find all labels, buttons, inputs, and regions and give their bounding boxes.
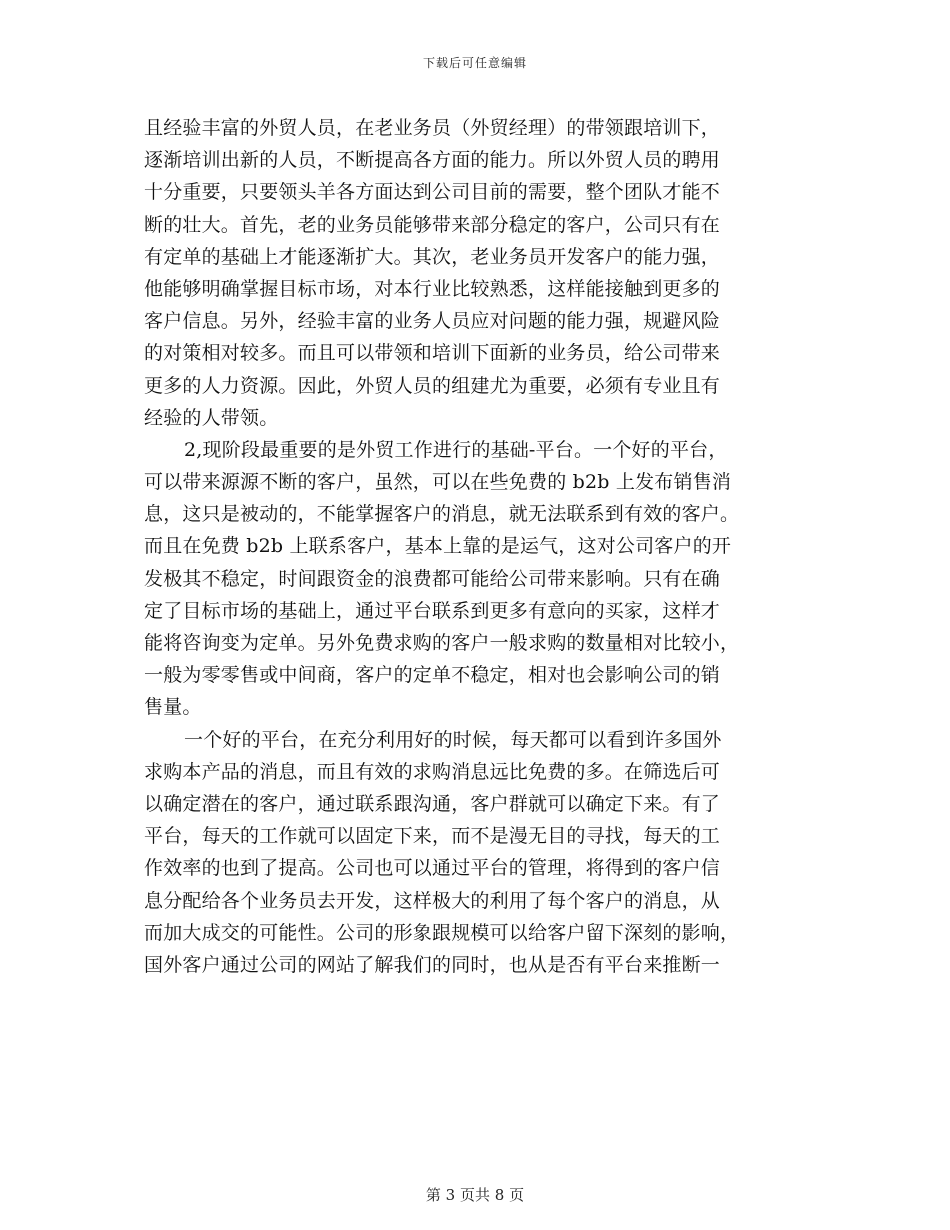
text-line: 且经验丰富的外贸人员，在老业务员（外贸经理）的带领跟培训下， — [144, 117, 721, 139]
text-line: 息分配给各个业务员去开发，这样极大的利用了每个客户的消息，从 — [144, 889, 721, 912]
text-line: 作效率的也到了提高。公司也可以通过平台的管理，将得到的客户信 — [144, 857, 721, 880]
text-line: 他能够明确掌握目标市场，对本行业比较熟悉，这样能接触到更多的 — [144, 277, 721, 300]
text-line: 逐渐培训出新的人员，不断提高各方面的能力。所以外贸人员的聘用 — [144, 149, 721, 172]
text-line: 平台，每天的工作就可以固定下来，而不是漫无目的寻找，每天的工 — [144, 825, 721, 848]
text-line: 更多的人力资源。因此，外贸人员的组建尤为重要，必须有专业且有 — [144, 374, 721, 397]
text-line: 十分重要，只要领头羊各方面达到公司目前的需要，整个团队才能不 — [144, 181, 721, 204]
text-line: 可以带来源源不断的客户，虽然，可以在些免费的 b2b 上发布销售消 — [144, 471, 732, 494]
text-line: 求购本产品的消息，而且有效的求购消息远比免费的多。在筛选后可 — [144, 760, 721, 783]
text-line: 经验的人带领。 — [144, 406, 279, 429]
paragraph-start-line: 2,现阶段最重要的是外贸工作进行的基础-平台。一个好的平台， — [184, 438, 728, 461]
text-line: 息，这只是被动的，不能掌握客户的消息，就无法联系到有效的客户。 — [144, 503, 740, 526]
text-line: 而加大成交的可能性。公司的形象跟规模可以给客户留下深刻的影响， — [144, 921, 740, 944]
paragraph-start-line: 一个好的平台，在充分利用好的时候，每天都可以看到许多国外 — [184, 728, 722, 751]
page-header: 下载后可任意编辑 — [422, 56, 527, 70]
text-line: 发极其不稳定，时间跟资金的浪费都可能给公司带来影响。只有在确 — [144, 567, 721, 590]
page-footer: 第 3 页共 8 页 — [425, 1186, 525, 1204]
text-line: 以确定潜在的客户，通过联系跟沟通，客户群就可以确定下来。有了 — [144, 792, 721, 815]
text-line: 国外客户通过公司的网站了解我们的同时，也从是否有平台来推断一 — [144, 953, 721, 976]
text-line: 客户信息。另外，经验丰富的业务人员应对问题的能力强，规避风险 — [144, 310, 721, 333]
text-line: 有定单的基础上才能逐渐扩大。其次，老业务员开发客户的能力强， — [144, 245, 721, 268]
text-line: 一般为零零售或中间商，客户的定单不稳定，相对也会影响公司的销 — [144, 664, 721, 687]
text-line: 而且在免费 b2b 上联系客户，基本上靠的是运气，这对公司客户的开 — [144, 535, 732, 558]
text-line: 的对策相对较多。而且可以带领和培训下面新的业务员，给公司带来 — [144, 342, 721, 365]
text-line: 能将咨询变为定单。另外免费求购的客户一般求购的数量相对比较小， — [144, 632, 740, 654]
text-line: 定了目标市场的基础上，通过平台联系到更多有意向的买家，这样才 — [144, 599, 721, 622]
document-body — [144, 112, 808, 981]
text-line: 断的壮大。首先，老的业务员能够带来部分稳定的客户，公司只有在 — [144, 213, 721, 236]
text-line: 售量。 — [144, 696, 202, 719]
